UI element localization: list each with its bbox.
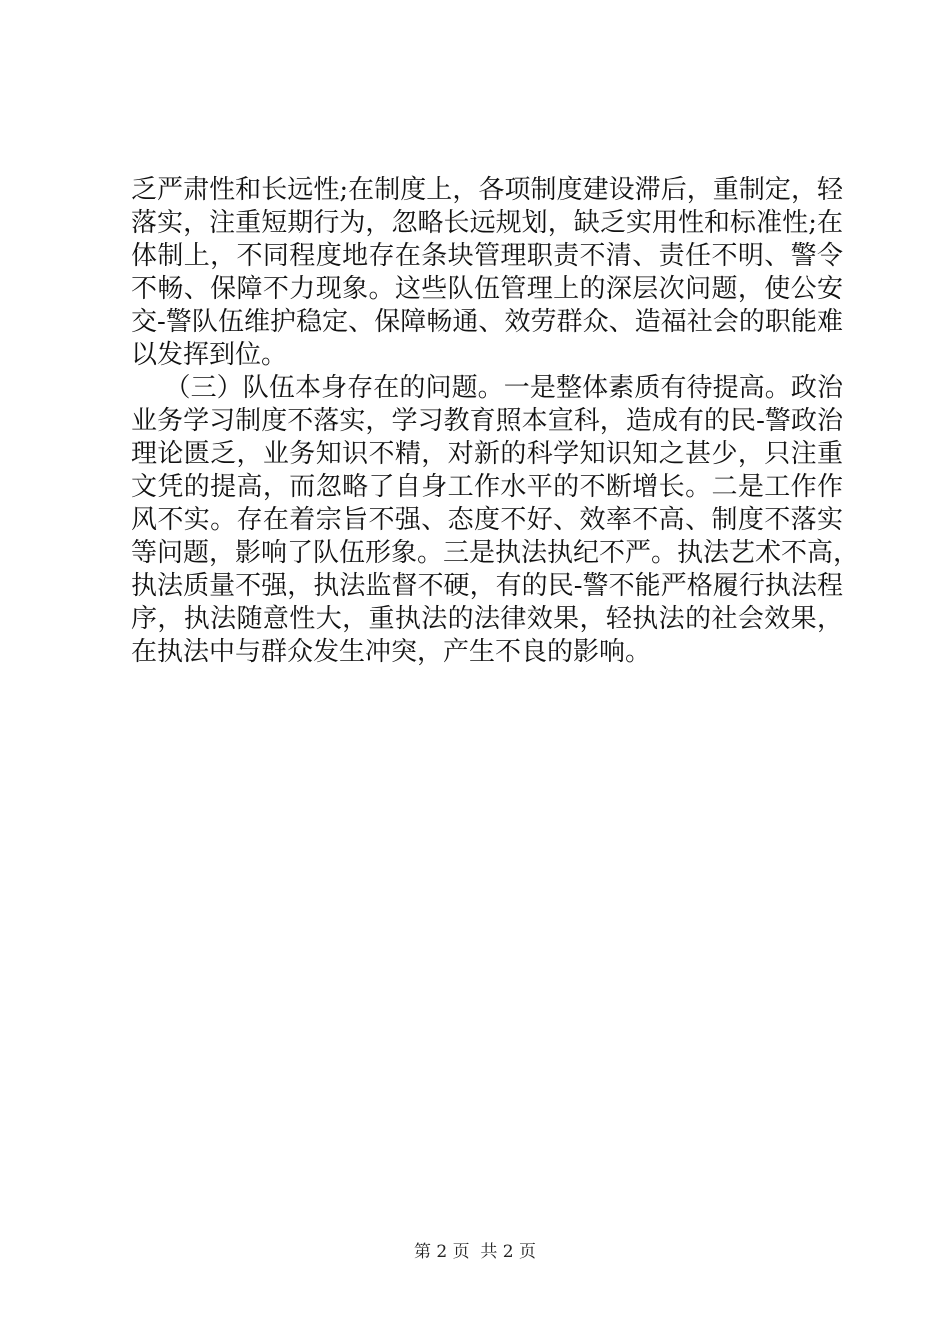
text-line: 风不实。存在着宗旨不强、态度不好、效率不高、制度不落实 <box>131 505 843 535</box>
text-line: 理论匮乏，业务知识不精，对新的科学知识知之甚少，只注重 <box>131 439 843 469</box>
text-line: 落实，注重短期行为，忽略长远规划，缺乏实用性和标准性;在 <box>131 208 843 238</box>
text-line: 序，执法随意性大，重执法的法律效果，轻执法的社会效果， <box>131 604 843 634</box>
text-line: 业务学习制度不落实，学习教育照本宣科，造成有的民-警政治 <box>131 406 843 436</box>
text-line: 在执法中与群众发生冲突，产生不良的影响。 <box>131 637 652 667</box>
text-line: （三）队伍本身存在的问题。一是整体素质有待提高。政治 <box>131 373 843 403</box>
text-line: 体制上，不同程度地存在条块管理职责不清、责任不明、警令 <box>131 241 843 271</box>
text-line: 文凭的提高，而忽略了自身工作水平的不断增长。二是工作作 <box>131 472 843 502</box>
page-number: 第 2 页 共 2 页 <box>413 1242 537 1262</box>
page-footer <box>0 1240 950 1264</box>
text-line: 不畅、保障不力现象。这些队伍管理上的深层次问题，使公安 <box>131 274 843 304</box>
paragraph-1 <box>131 174 843 372</box>
text-line: 执法质量不强，执法监督不硬，有的民-警不能严格履行执法程 <box>131 571 843 601</box>
text-line: 等问题，影响了队伍形象。三是执法执纪不严。执法艺术不高， <box>131 538 860 568</box>
text-line: 乏严肃性和长远性;在制度上，各项制度建设滞后，重制定，轻 <box>131 175 843 205</box>
paragraph-2 <box>131 372 860 669</box>
document-body <box>131 174 860 669</box>
text-line: 交-警队伍维护稳定、保障畅通、效劳群众、造福社会的职能难 <box>131 307 843 337</box>
text-line: 以发挥到位。 <box>131 340 288 370</box>
